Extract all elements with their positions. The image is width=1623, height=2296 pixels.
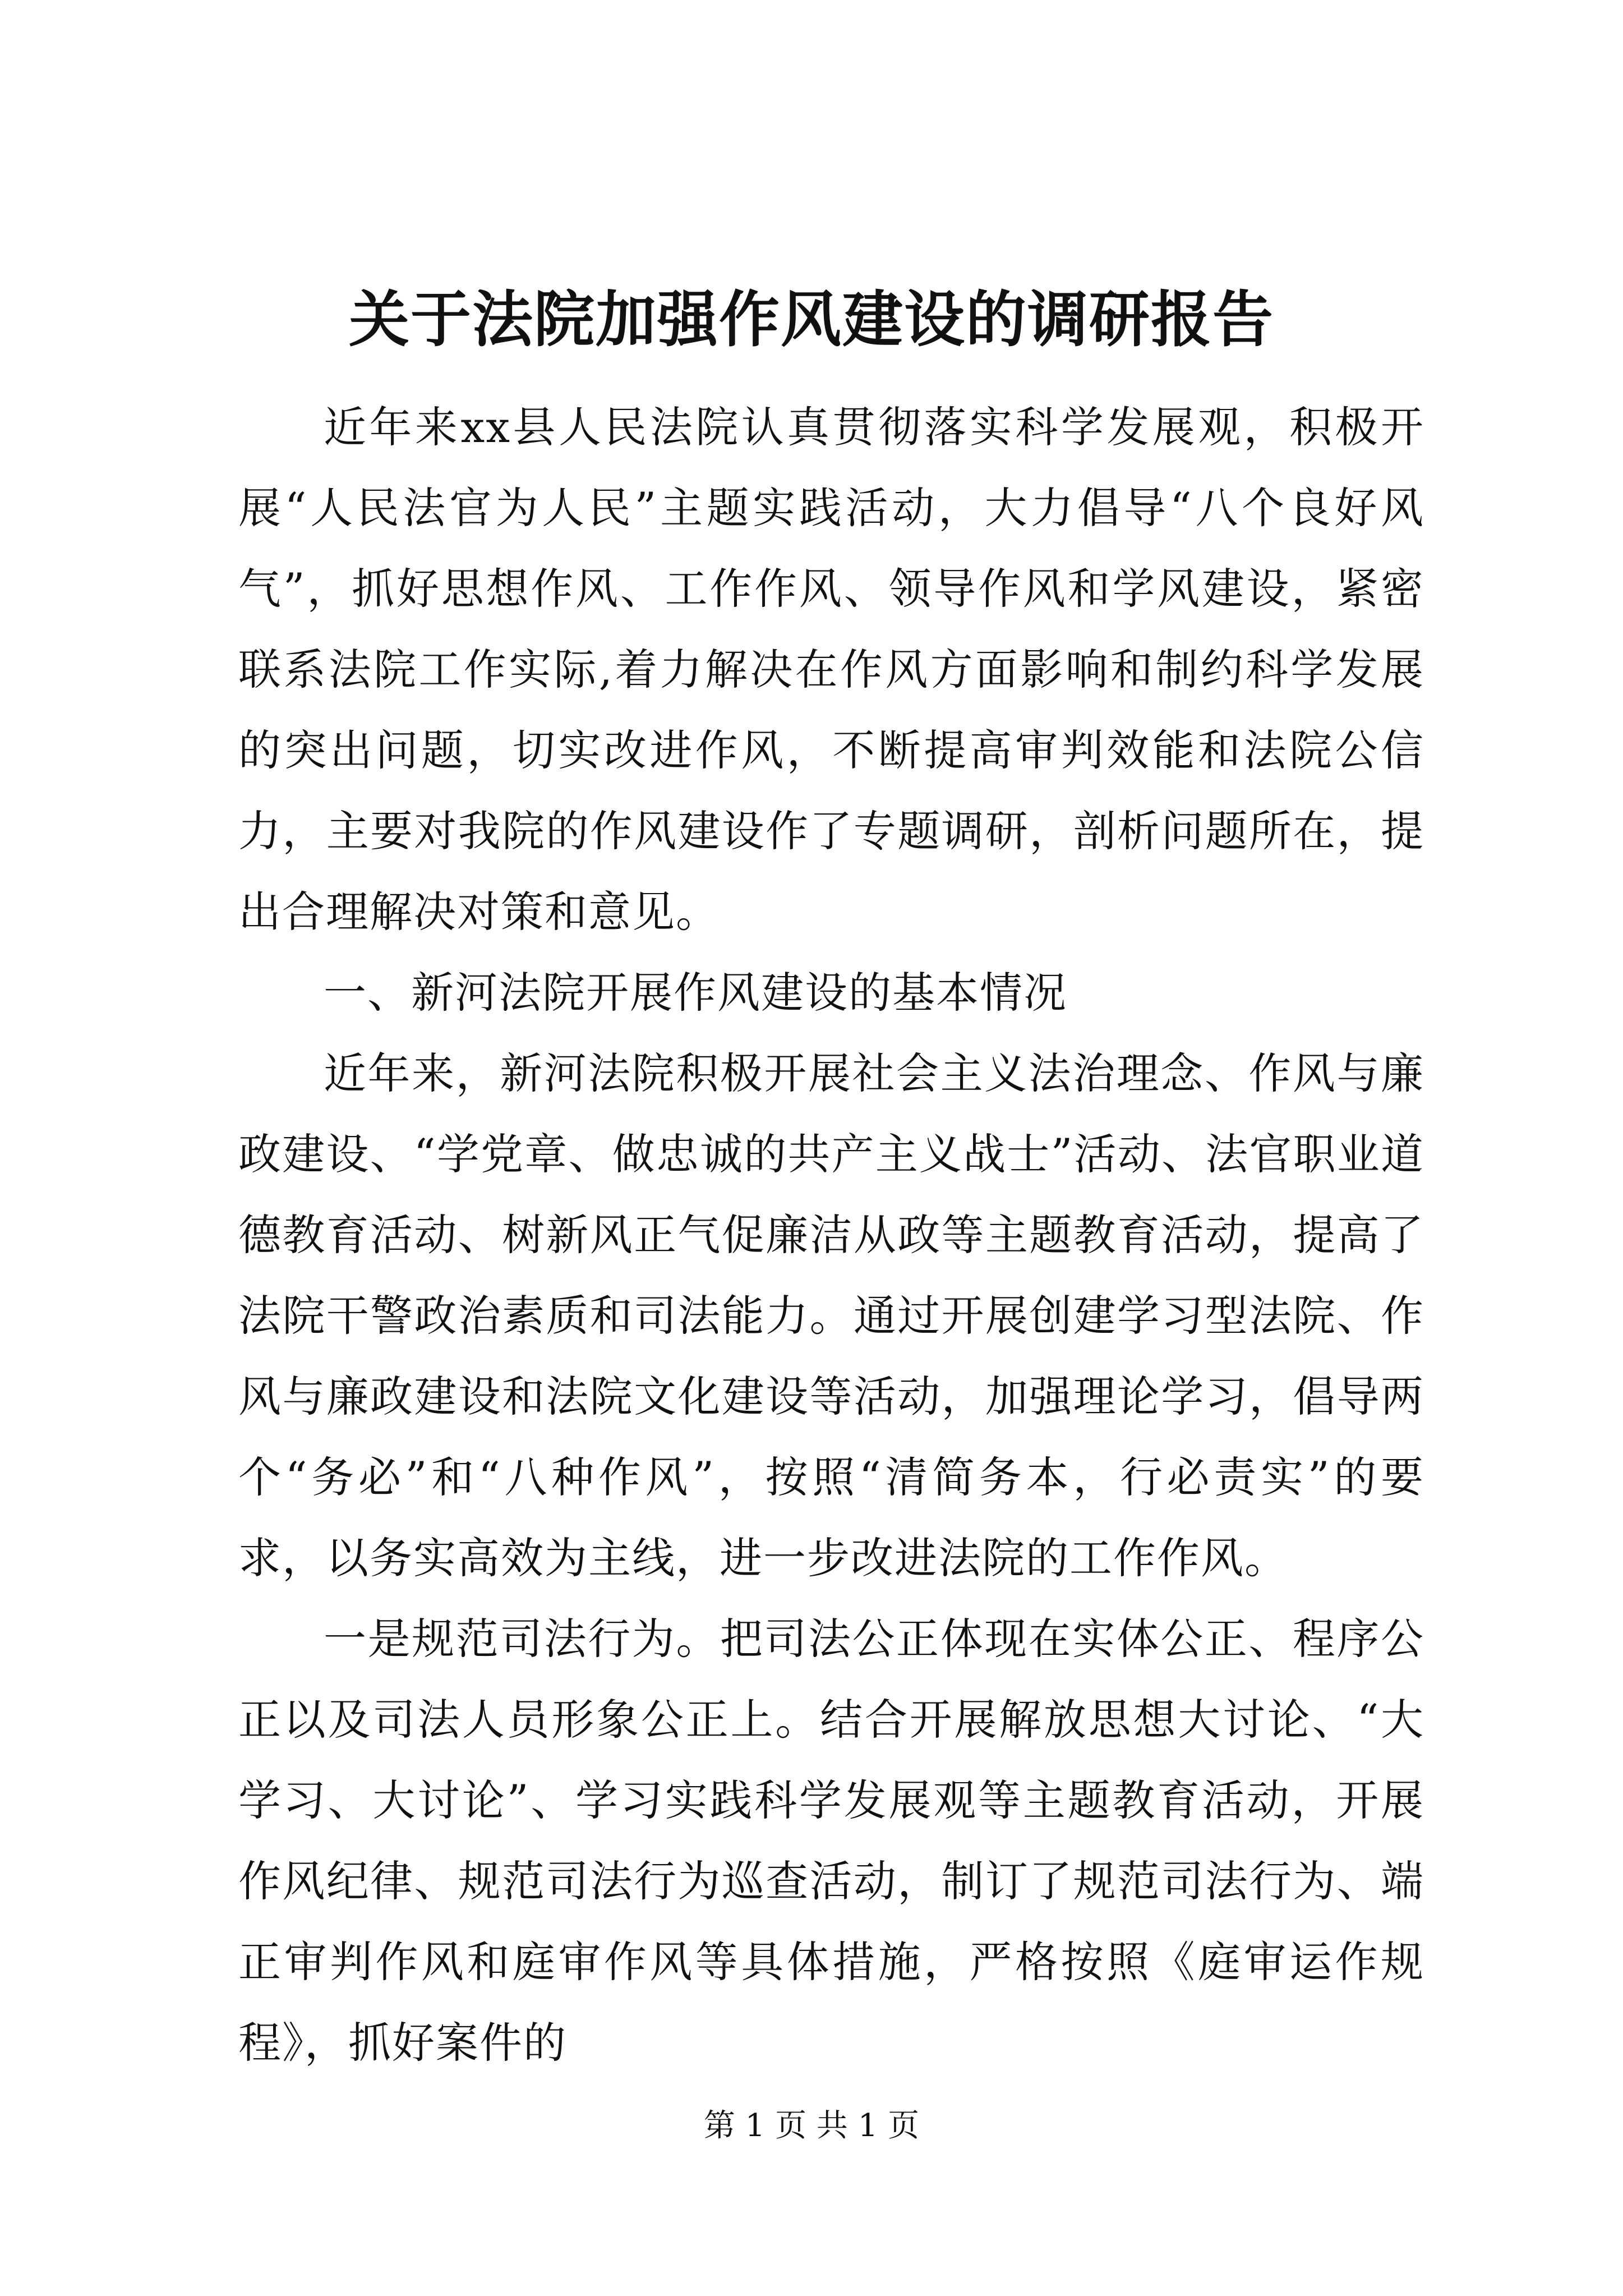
section-1-paragraph: 近年来，新河法院积极开展社会主义法治理念、作风与廉政建设、“学党章、做忠诚的共产主义战士”活动、法官职业道德教育活动、树新风正气促廉洁从政等主题教育活动，提高了法院干警政治素质和司法能力。通过开展创建学习型法院、作风与廉政建设和法院文化建设等活动，加强理论学习，倡导两个“务必”和“八种作风”，按照“清简务本，行必责实”的要求，以务实高效为主线，进一步改进法院的工作作风。: [238, 1048, 1424, 1583]
page-footer: 第 1 页 共 1 页: [703, 2108, 920, 2144]
document-title: 关于法院加强作风建设的调研报告: [348, 284, 1274, 355]
document-body: [238, 387, 1424, 2083]
point-1-paragraph: 一是规范司法行为。把司法公正体现在实体公正、程序公正以及司法人员形象公正上。结合开展解放思想大讨论、“大学习、大讨论”、学习实践科学发展观等主题教育活动，开展作风纪律、规范司法行为巡查活动，制订了规范司法行为、端正审判作风和庭审作风等具体措施，严格按照《庭审运作规程》，抓好案件的: [238, 1614, 1424, 2068]
intro-paragraph: 近年来xx县人民法院认真贯彻落实科学发展观，积极开展“人民法官为人民”主题实践活动，大力倡导“八个良好风气”，抓好思想作风、工作作风、领导作风和学风建设，紧密联系法院工作实际,着力解决在作风方面影响和制约科学发展的突出问题，切实改进作风，不断提高审判效能和法院公信力，主要对我院的作风建设作了专题调研，剖析问题所在，提出合理解决对策和意见。: [238, 402, 1424, 937]
section-heading-1: 一、新河法院开展作风建设的基本情况: [324, 968, 1067, 1018]
